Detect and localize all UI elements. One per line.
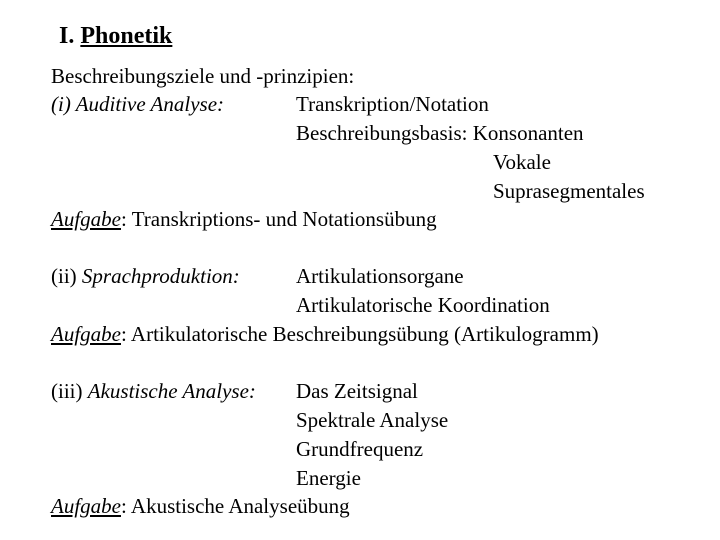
section1-label: (i) Auditive Analyse: [51,92,225,116]
page-title [59,22,172,50]
section1-item-vowels: Vokale [493,150,551,174]
section1-item-transcription: Transkription/Notation [296,92,489,116]
section3-item-energy: Energie [296,466,361,490]
section2-number: (ii) [51,264,77,288]
section3-item-spectral: Spektrale Analyse [296,408,449,432]
section2-task [51,322,599,346]
section1-item-basis: Beschreibungsbasis: Konsonanten [296,121,584,145]
intro-line: Beschreibungsziele und -prinzipien: [51,64,355,88]
section3-task-label: Aufgabe [51,494,121,518]
section2-task-text: : Artikulatorische Beschreibungsübung (Artikulogramm) [120,322,599,346]
section2-heading [51,264,240,288]
section3-task [51,494,350,518]
section2-item-coordination: Artikulatorische Koordination [296,293,550,317]
section1-task-text: : Transkriptions- und Notationsübung [120,207,437,231]
title-numeral: I. [59,23,75,49]
section3-heading [51,379,256,403]
section1-task [51,207,437,231]
section2-label: Sprachproduktion: [81,264,240,288]
section3-number: (iii) [51,379,83,403]
section2-task-label: Aufgabe [51,322,121,346]
section1-item-suprasegmentals: Suprasegmentales [493,179,645,203]
section2-item-organs: Artikulationsorgane [296,264,464,288]
title-text: Phonetik [80,23,173,49]
section3-item-time-signal: Das Zeitsignal [296,379,418,403]
section3-label: Akustische Analyse: [87,379,256,403]
section3-task-text: : Akustische Analyseübung [120,494,350,518]
section1-task-label: Aufgabe [51,207,121,231]
section3-item-f0: Grundfrequenz [296,437,424,461]
